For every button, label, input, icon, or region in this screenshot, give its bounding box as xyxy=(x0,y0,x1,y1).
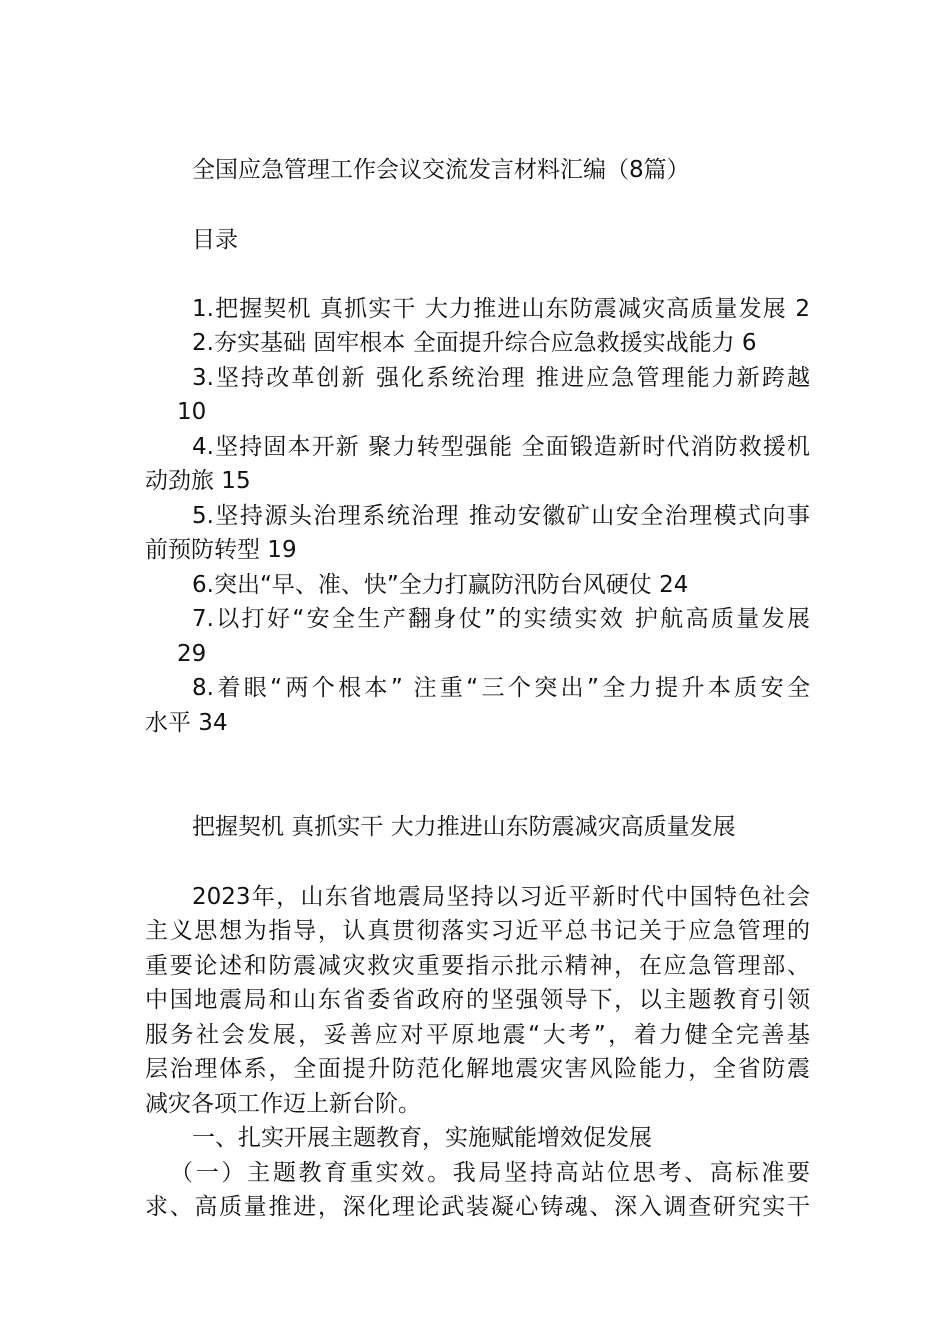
subsection-heading-1: （一）主题教育重实效。我局坚持高站位思考、高标准要 xyxy=(170,1160,810,1186)
section-heading-1: 一、扎实开展主题教育，实施赋能增效促发展 xyxy=(192,1125,652,1151)
article-title: 把握契机 真抓实干 大力推进山东防震减灾高质量发展 xyxy=(192,814,736,840)
toc-entry-1: 1.把握契机 真抓实干 大力推进山东防震减灾高质量发展 2 xyxy=(192,296,810,322)
toc-entry-5-cont: 前预防转型 19 xyxy=(145,537,297,563)
toc-entry-2: 2.夯实基础 固牢根本 全面提升综合应急救援实战能力 6 xyxy=(192,330,757,356)
body-line-4: 中国地震局和山东省委省政府的坚强领导下，以主题教育引领 xyxy=(145,987,810,1013)
body-line-2: 主义思想为指导，认真贯彻落实习近平总书记关于应急管理的 xyxy=(145,918,810,944)
body-line-7: 减灾各项工作迈上新台阶。 xyxy=(145,1091,421,1117)
body-line-6: 层治理体系，全面提升防范化解地震灾害风险能力，全省防震 xyxy=(145,1056,810,1082)
toc-entry-7-page: 29 xyxy=(177,641,207,667)
toc-entry-4: 4.坚持固本开新 聚力转型强能 全面锻造新时代消防救援机 xyxy=(192,434,810,460)
toc-entry-8: 8.着眼“两个根本” 注重“三个突出”全力提升本质安全 xyxy=(192,675,810,701)
toc-entry-8-cont: 水平 34 xyxy=(145,710,228,736)
body-line-1: 2023年，山东省地震局坚持以习近平新时代中国特色社会 xyxy=(192,884,810,910)
toc-entry-3-page: 10 xyxy=(177,399,207,425)
body-line-3: 重要论述和防震减灾救灾重要指示批示精神，在应急管理部、 xyxy=(145,953,810,979)
toc-entry-5: 5.坚持源头治理系统治理 推动安徽矿山安全治理模式向事 xyxy=(192,503,810,529)
body-line-10: 求、高质量推进，深化理论武装凝心铸魂、深入调查研究实干 xyxy=(145,1194,810,1220)
document-title: 全国应急管理工作会议交流发言材料汇编（8篇） xyxy=(192,157,690,183)
toc-entry-4-cont: 动劲旅 15 xyxy=(145,468,251,494)
toc-entry-3: 3.坚持改革创新 强化系统治理 推进应急管理能力新跨越 xyxy=(192,365,810,391)
toc-entry-7: 7.以打好“安全生产翻身仗”的实绩实效 护航高质量发展 xyxy=(192,606,810,632)
toc-heading: 目录 xyxy=(192,227,238,253)
toc-entry-6: 6.突出“早、准、快”全力打赢防汛防台风硬仗 24 xyxy=(192,572,689,598)
body-line-5: 服务社会发展，妥善应对平原地震“大考”，着力健全完善基 xyxy=(145,1022,810,1048)
